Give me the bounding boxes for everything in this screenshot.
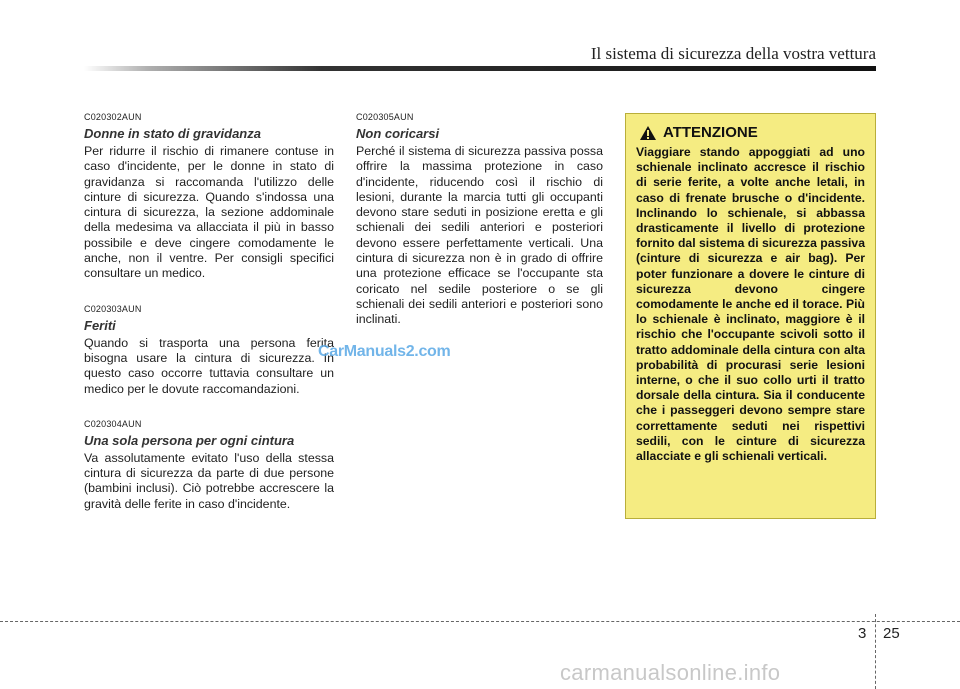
warning-header (639, 124, 865, 141)
section-injured (84, 304, 334, 397)
chapter-number: 3 (858, 625, 867, 642)
left-column (84, 112, 334, 534)
section-code: C020305AUN (356, 112, 414, 122)
footer-divider (875, 614, 876, 689)
section-one-person-per-belt (84, 419, 334, 512)
section-code: C020302AUN (84, 112, 142, 122)
header-rule (84, 66, 876, 71)
watermark-overlay: CarManuals2.com (318, 343, 451, 360)
chapter-title: Il sistema di sicurezza della vostra vettura (590, 44, 876, 63)
section-text: Perché il sistema di sicurezza passiva possa offrire la massima protezione in caso d'incidente, riducendo così il rischio di lesioni, durante la marcia tutti gli occupanti devono stare seduti in posizione eretta e gli schienali dei sedili anteriori e posteriori devono essere perfettamente verticali. Una cintura di sicurezza non è in grado di offrire una protezione efficace se l'occupante sta coricato nel sedile posteriore o se gli schienali dei sedili anteriori e posteriori sono inclinati. (356, 144, 603, 327)
section-heading: Non coricarsi (356, 126, 440, 141)
section-text: Quando si trasporta una persona ferita bisogna usare la cintura di sicurezza. In questo caso occorre tuttavia consultare un medico per le dovute raccomandazioni. (84, 335, 334, 396)
section-code: C020303AUN (84, 303, 142, 314)
footer-rule (0, 621, 960, 622)
section-code: C020304AUN (84, 418, 142, 429)
warning-title: ATTENZIONE (663, 124, 758, 141)
section-text: Per ridurre il rischio di rimanere contuse in caso d'incidente, per le donne in stato di gravidanza si raccomanda l'utilizzo delle cinture di sicurezza. Quando s'indossa una cintura di sicurezza, la sezione addominale della medesima va allacciata il più in basso possibile e deve cingere comodamente le anche, non il ventre. Per consigli specifici consultare un medico. (84, 144, 334, 281)
section-text: Va assolutamente evitato l'uso della stessa cintura di sicurezza da parte di due persone (bambini inclusi). Ciò potrebbe accrescere la gravità delle ferite in caso d'incidente. (84, 450, 334, 511)
warning-box (625, 113, 876, 519)
section-heading: Una sola persona per ogni cintura (84, 432, 295, 448)
warning-triangle-icon (639, 125, 657, 141)
page-number: 25 (883, 625, 900, 642)
watermark-bottom: carmanualsonline.info (560, 660, 781, 685)
middle-column (356, 112, 603, 350)
section-heading: Feriti (84, 317, 116, 333)
warning-text: Viaggiare stando appoggiati ad uno schienale inclinato accresce il rischio di serie ferite, a volte anche letali, in caso di frenate brusche o d'incidente. Inclinando lo schienale, si abbassa drasticamente il livello di protezione fornito dal sistema di sicurezza passiva (cinture di sicurezza e air bag). Per poter funzionare a dovere le cinture di sicurezza devono cingere comodamente le anche ed il torace. Più lo schienale è inclinato, maggiore è il rischio che l'occupante scivoli sotto il tratto addominale della cintura con alta probabilità di procurasi serie lesioni interne, o che il suo collo urti il tratto dorsale della cintura. Sia il conducente che i passeggeri devono sempre stare correttamente seduti nei rispettivi sedili, con le cinture di sicurezza allacciate e gli schienali verticali. (636, 145, 865, 464)
section-pregnancy (84, 112, 334, 282)
section-do-not-lie-down (356, 112, 603, 328)
section-heading: Donne in stato di gravidanza (84, 126, 261, 141)
